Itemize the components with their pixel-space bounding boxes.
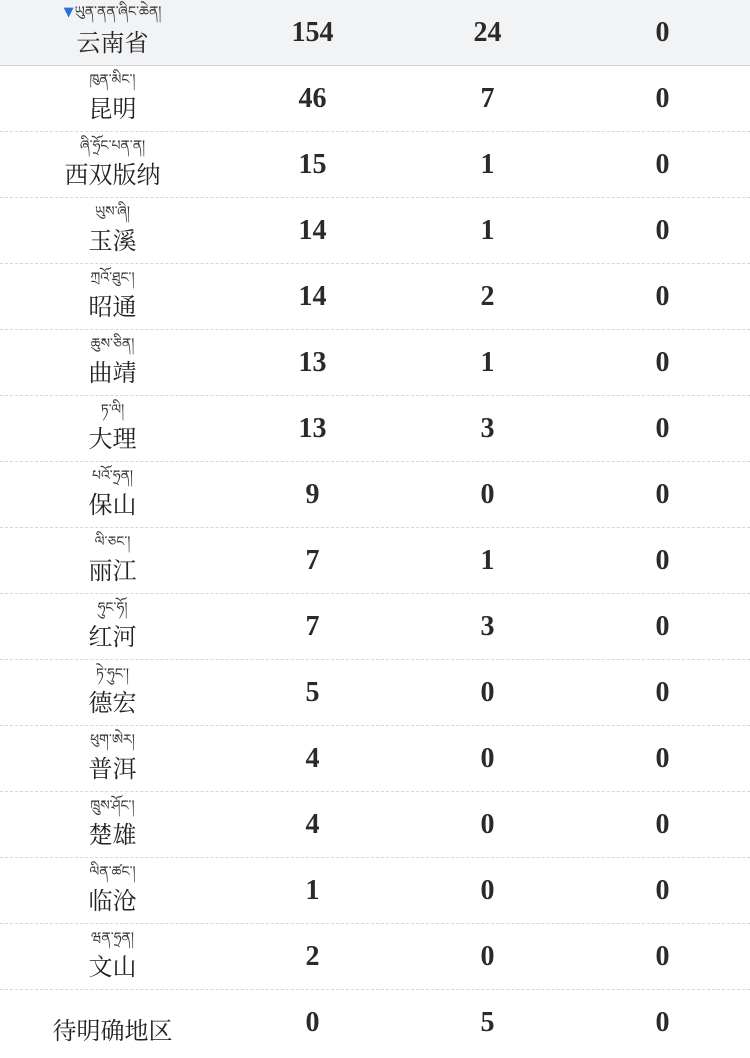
value-col-1: 13 [298, 347, 327, 378]
value-col-1: 15 [298, 149, 327, 180]
table-row [0, 132, 750, 198]
table-row [0, 924, 750, 990]
province-tibetan-label: ཡུན་ནན་ཞིང་ཆེན། [74, 4, 162, 20]
value-col-1: 7 [305, 611, 320, 642]
region-chinese-name: 保山 [88, 491, 137, 519]
region-tibetan-name [0, 4, 225, 21]
region-chinese-name: 昭通 [88, 293, 137, 321]
value-col-1: 4 [305, 743, 320, 774]
table-row [0, 660, 750, 726]
table-row [0, 528, 750, 594]
region-name-cell [0, 726, 225, 791]
region-tibetan-name: ཏེ་ཧུང་། [96, 666, 129, 682]
value-col-1: 46 [298, 83, 327, 114]
value-col-3: 0 [655, 611, 670, 642]
value-col-1: 2 [305, 941, 320, 972]
table-row [0, 726, 750, 792]
province-row-yunnan[interactable] [0, 0, 750, 66]
value-col-3: 0 [655, 545, 670, 576]
region-chinese-name: 大理 [88, 425, 137, 453]
region-name-cell [0, 924, 225, 989]
value-col-3: 0 [655, 809, 670, 840]
region-name-cell [0, 330, 225, 395]
region-name-cell [0, 594, 225, 659]
region-chinese-name: 文山 [88, 953, 137, 981]
region-name-cell [0, 660, 225, 725]
value-col-1: 5 [305, 677, 320, 708]
value-col-2: 0 [480, 941, 495, 972]
table-row [0, 396, 750, 462]
region-tibetan-name: ཕུག་ཨེར། [90, 732, 135, 748]
value-col-2: 24 [473, 17, 502, 48]
region-chinese-name: 楚雄 [88, 821, 137, 849]
value-col-3: 0 [655, 281, 670, 312]
value-col-3: 0 [655, 677, 670, 708]
region-chinese-name: 德宏 [88, 689, 137, 717]
table-row [0, 858, 750, 924]
value-col-2: 7 [480, 83, 495, 114]
value-col-2: 0 [480, 875, 495, 906]
value-col-3: 0 [655, 1007, 670, 1038]
table-row [0, 462, 750, 528]
value-col-2: 1 [480, 347, 495, 378]
value-col-1: 14 [298, 215, 327, 246]
region-chinese-name: 临沧 [88, 887, 137, 915]
value-col-3: 0 [655, 215, 670, 246]
value-col-1: 0 [305, 1007, 320, 1038]
value-col-3: 0 [655, 479, 670, 510]
value-col-3: 0 [655, 17, 670, 48]
value-col-2: 1 [480, 149, 495, 180]
value-col-1: 9 [305, 479, 320, 510]
region-tibetan-name: ཆུས་ཅིན། [90, 336, 135, 352]
province-chinese-label: 云南省 [76, 29, 149, 57]
value-col-3: 0 [655, 413, 670, 444]
region-name-cell [0, 396, 225, 461]
region-tibetan-name: ཡུས་ཞི། [94, 204, 131, 220]
value-col-1: 13 [298, 413, 327, 444]
region-tibetan-name: ལིན་ཚང་། [89, 864, 136, 880]
table-row [0, 792, 750, 858]
region-name-cell [0, 0, 225, 65]
region-tibetan-name: ཀྲའོ་ཐུང་། [90, 270, 135, 286]
region-name-cell [0, 792, 225, 857]
value-col-2: 5 [480, 1007, 495, 1038]
value-col-1: 1 [305, 875, 320, 906]
value-col-2: 0 [480, 809, 495, 840]
value-col-2: 0 [480, 677, 495, 708]
region-name-cell [0, 858, 225, 923]
region-tibetan-name: ཧུང་ཧོ། [97, 600, 128, 616]
region-chinese-name: 普洱 [88, 755, 137, 783]
table-row [0, 198, 750, 264]
value-col-2: 1 [480, 545, 495, 576]
region-name-cell [0, 66, 225, 131]
table-row [0, 330, 750, 396]
region-chinese-name: 昆明 [88, 95, 137, 123]
region-name-cell [0, 198, 225, 263]
region-tibetan-name: ཏ་ལི། [100, 402, 125, 418]
value-col-3: 0 [655, 941, 670, 972]
value-col-2: 1 [480, 215, 495, 246]
value-col-2: 2 [480, 281, 495, 312]
value-col-1: 7 [305, 545, 320, 576]
region-name-cell [0, 462, 225, 527]
expand-arrow-icon[interactable]: ▼ [63, 5, 74, 20]
region-name-cell [0, 528, 225, 593]
value-col-2: 3 [480, 413, 495, 444]
value-col-2: 3 [480, 611, 495, 642]
region-name-cell [0, 264, 225, 329]
region-tibetan-name: པའོ་ཧྲན། [91, 468, 134, 484]
value-col-1: 4 [305, 809, 320, 840]
region-tibetan-name: ཞི་ཧྲོང་པན་ན། [79, 138, 146, 154]
value-col-3: 0 [655, 149, 670, 180]
table-row [0, 594, 750, 660]
value-col-1: 14 [298, 281, 327, 312]
region-chinese-name: 红河 [88, 623, 137, 651]
region-chinese-name: 西双版纳 [64, 161, 161, 189]
value-col-3: 0 [655, 83, 670, 114]
region-chinese-name: 丽江 [88, 557, 137, 585]
region-tibetan-name: ཁུན་མིང་། [89, 72, 136, 88]
region-tibetan-name: ལི་ཅང་། [94, 534, 131, 550]
value-col-2: 0 [480, 743, 495, 774]
value-col-1: 154 [291, 17, 334, 48]
region-name-cell [0, 990, 225, 1058]
value-col-3: 0 [655, 347, 670, 378]
region-tibetan-name: ཁྲུས་ཤོང་། [90, 798, 135, 814]
value-col-3: 0 [655, 743, 670, 774]
region-chinese-name: 玉溪 [88, 227, 137, 255]
table-row [0, 66, 750, 132]
table-row [0, 264, 750, 330]
value-col-2: 0 [480, 479, 495, 510]
region-tibetan-name: ཝན་ཧྲན། [90, 930, 135, 946]
region-name-cell [0, 132, 225, 197]
region-chinese-name: 曲靖 [88, 359, 137, 387]
region-chinese-name: 待明确地区 [52, 1017, 173, 1045]
value-col-3: 0 [655, 875, 670, 906]
table-row-unassigned [0, 990, 750, 1058]
